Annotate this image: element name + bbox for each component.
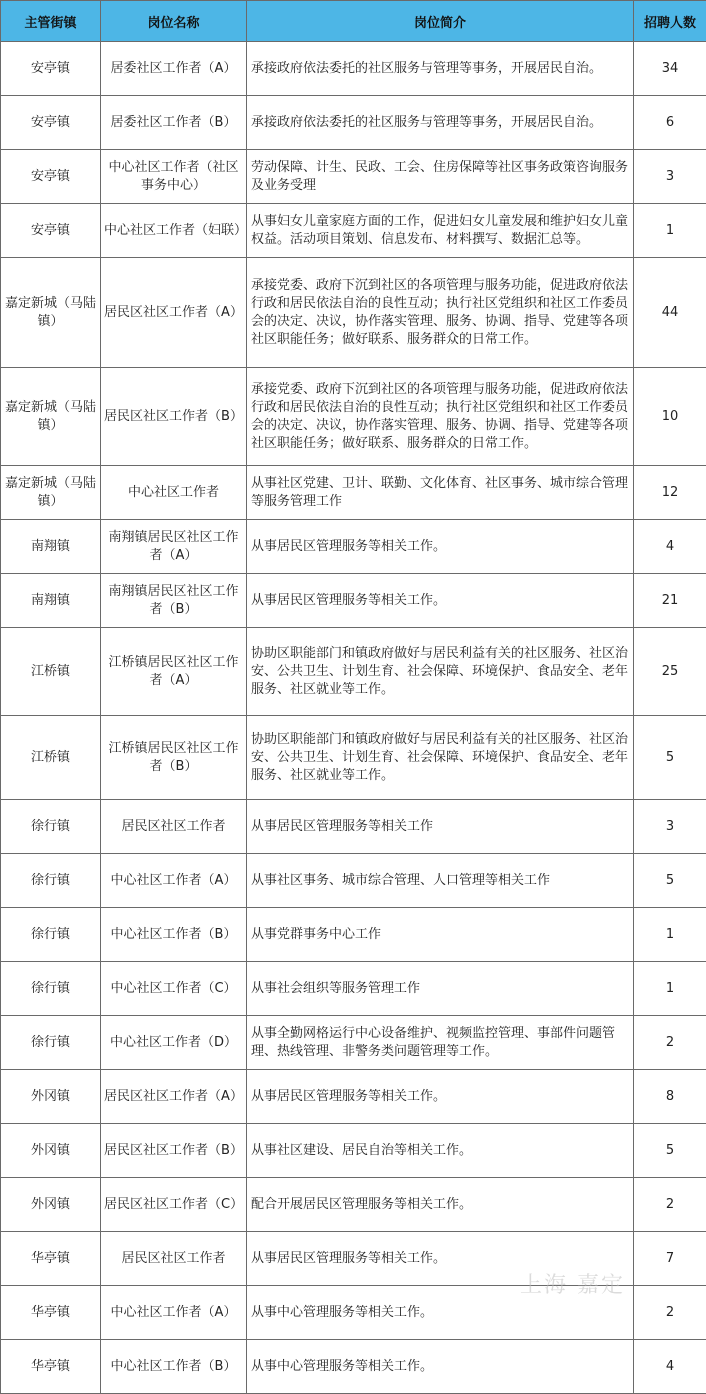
cell-count: 4	[634, 1340, 706, 1394]
cell-description: 承接政府依法委托的社区服务与管理等事务，开展居民自治。	[247, 96, 634, 150]
cell-town: 徐行镇	[1, 854, 101, 908]
cell-count: 10	[634, 368, 706, 466]
table-row	[1, 258, 706, 368]
cell-town: 南翔镇	[1, 574, 101, 628]
cell-town: 江桥镇	[1, 716, 101, 800]
table-row	[1, 520, 706, 574]
cell-description: 从事党群事务中心工作	[247, 908, 634, 962]
cell-count: 5	[634, 1124, 706, 1178]
watermark-logo: 上海 嘉定	[520, 1273, 625, 1298]
cell-description: 协助区职能部门和镇政府做好与居民利益有关的社区服务、社区治安、公共卫生、计划生育、社会保障、环境保护、食品安全、老年服务、社区就业等工作。	[247, 716, 634, 800]
cell-town: 安亭镇	[1, 204, 101, 258]
cell-position: 中心社区工作者（D）	[101, 1016, 247, 1070]
cell-position: 中心社区工作者（A）	[101, 854, 247, 908]
cell-town: 华亭镇	[1, 1232, 101, 1286]
cell-count: 8	[634, 1070, 706, 1124]
header-description: 岗位简介	[247, 1, 634, 42]
cell-town: 江桥镇	[1, 628, 101, 716]
table-row	[1, 96, 706, 150]
cell-count: 3	[634, 150, 706, 204]
table-row	[1, 908, 706, 962]
table-row	[1, 800, 706, 854]
cell-town: 徐行镇	[1, 800, 101, 854]
cell-town: 嘉定新城（马陆镇）	[1, 466, 101, 520]
table-row	[1, 1178, 706, 1232]
cell-town: 徐行镇	[1, 1016, 101, 1070]
cell-count: 3	[634, 800, 706, 854]
table-row	[1, 204, 706, 258]
cell-description: 从事居民区管理服务等相关工作。	[247, 1232, 634, 1286]
cell-description: 从事中心管理服务等相关工作。	[247, 1286, 634, 1340]
cell-count: 5	[634, 854, 706, 908]
cell-position: 居民区社区工作者（B）	[101, 1124, 247, 1178]
cell-town: 徐行镇	[1, 908, 101, 962]
table-row	[1, 962, 706, 1016]
cell-position: 南翔镇居民区社区工作者（B）	[101, 574, 247, 628]
table-row	[1, 854, 706, 908]
cell-description: 从事社区党建、卫计、联勤、文化体育、社区事务、城市综合管理等服务管理工作	[247, 466, 634, 520]
cell-description: 承接党委、政府下沉到社区的各项管理与服务功能，促进政府依法行政和居民依法自治的良性互动；执行社区党组织和社区工作委员会的决定、决议，协作落实管理、服务、协调、指导、党建等各项社区职能任务；做好联系、服务群众的日常工作。	[247, 368, 634, 466]
cell-position: 中心社区工作者（B）	[101, 908, 247, 962]
table-row	[1, 42, 706, 96]
table-body	[1, 42, 706, 1394]
cell-position: 中心社区工作者（妇联）	[101, 204, 247, 258]
cell-position: 中心社区工作者（B）	[101, 1340, 247, 1394]
cell-description: 从事居民区管理服务等相关工作。	[247, 574, 634, 628]
cell-count: 2	[634, 1286, 706, 1340]
cell-description: 从事全勤网格运行中心设备维护、视频监控管理、事部件问题管理、热线管理、非警务类问题管理等工作。	[247, 1016, 634, 1070]
cell-town: 安亭镇	[1, 96, 101, 150]
cell-description: 劳动保障、计生、民政、工会、住房保障等社区事务政策咨询服务及业务受理	[247, 150, 634, 204]
table-row	[1, 574, 706, 628]
cell-town: 外冈镇	[1, 1070, 101, 1124]
cell-position: 中心社区工作者（社区事务中心）	[101, 150, 247, 204]
header-position: 岗位名称	[101, 1, 247, 42]
cell-town: 南翔镇	[1, 520, 101, 574]
cell-count: 6	[634, 96, 706, 150]
cell-position: 中心社区工作者（C）	[101, 962, 247, 1016]
cell-count: 2	[634, 1016, 706, 1070]
table-row	[1, 1124, 706, 1178]
cell-description: 从事社区事务、城市综合管理、人口管理等相关工作	[247, 854, 634, 908]
table-row	[1, 368, 706, 466]
cell-position: 居民区社区工作者（A）	[101, 258, 247, 368]
cell-position: 居民区社区工作者	[101, 800, 247, 854]
table-row	[1, 1016, 706, 1070]
cell-description: 从事中心管理服务等相关工作。	[247, 1340, 634, 1394]
cell-position: 居民区社区工作者	[101, 1232, 247, 1286]
cell-town: 嘉定新城（马陆镇）	[1, 258, 101, 368]
cell-description: 从事居民区管理服务等相关工作	[247, 800, 634, 854]
cell-description: 配合开展居民区管理服务等相关工作。	[247, 1178, 634, 1232]
cell-count: 7	[634, 1232, 706, 1286]
cell-town: 外冈镇	[1, 1124, 101, 1178]
cell-position: 江桥镇居民区社区工作者（A）	[101, 628, 247, 716]
cell-count: 2	[634, 1178, 706, 1232]
header-town: 主管街镇	[1, 1, 101, 42]
cell-description: 从事居民区管理服务等相关工作。	[247, 1070, 634, 1124]
cell-town: 安亭镇	[1, 42, 101, 96]
cell-description: 从事社会组织等服务管理工作	[247, 962, 634, 1016]
header-row	[1, 1, 706, 42]
cell-count: 21	[634, 574, 706, 628]
cell-count: 1	[634, 204, 706, 258]
cell-count: 5	[634, 716, 706, 800]
cell-position: 居民区社区工作者（C）	[101, 1178, 247, 1232]
cell-count: 4	[634, 520, 706, 574]
cell-count: 12	[634, 466, 706, 520]
cell-count: 34	[634, 42, 706, 96]
table-row	[1, 628, 706, 716]
cell-town: 华亭镇	[1, 1286, 101, 1340]
cell-position: 居委社区工作者（B）	[101, 96, 247, 150]
cell-description: 承接政府依法委托的社区服务与管理等事务，开展居民自治。	[247, 42, 634, 96]
cell-description: 从事社区建设、居民自治等相关工作。	[247, 1124, 634, 1178]
cell-town: 安亭镇	[1, 150, 101, 204]
cell-position: 居委社区工作者（A）	[101, 42, 247, 96]
cell-position: 南翔镇居民区社区工作者（A）	[101, 520, 247, 574]
cell-description: 承接党委、政府下沉到社区的各项管理与服务功能，促进政府依法行政和居民依法自治的良性互动；执行社区党组织和社区工作委员会的决定、决议，协作落实管理、服务、协调、指导、党建等各项社区职能任务；做好联系、服务群众的日常工作。	[247, 258, 634, 368]
cell-position: 居民区社区工作者（B）	[101, 368, 247, 466]
cell-town: 外冈镇	[1, 1178, 101, 1232]
table-row	[1, 1070, 706, 1124]
cell-town: 华亭镇	[1, 1340, 101, 1394]
table-row	[1, 150, 706, 204]
cell-description: 协助区职能部门和镇政府做好与居民利益有关的社区服务、社区治安、公共卫生、计划生育、社会保障、环境保护、食品安全、老年服务、社区就业等工作。	[247, 628, 634, 716]
cell-description: 从事居民区管理服务等相关工作。	[247, 520, 634, 574]
table-row	[1, 1340, 706, 1394]
cell-position: 中心社区工作者（A）	[101, 1286, 247, 1340]
cell-position: 江桥镇居民区社区工作者（B）	[101, 716, 247, 800]
table-row	[1, 466, 706, 520]
cell-count: 1	[634, 908, 706, 962]
cell-town: 徐行镇	[1, 962, 101, 1016]
cell-count: 1	[634, 962, 706, 1016]
cell-description: 从事妇女儿童家庭方面的工作，促进妇女儿童发展和维护妇女儿童权益。活动项目策划、信息发布、材料撰写、数据汇总等。	[247, 204, 634, 258]
cell-town: 嘉定新城（马陆镇）	[1, 368, 101, 466]
cell-count: 25	[634, 628, 706, 716]
header-count: 招聘人数	[634, 1, 706, 42]
table-row	[1, 716, 706, 800]
cell-position: 居民区社区工作者（A）	[101, 1070, 247, 1124]
cell-position: 中心社区工作者	[101, 466, 247, 520]
cell-count: 44	[634, 258, 706, 368]
